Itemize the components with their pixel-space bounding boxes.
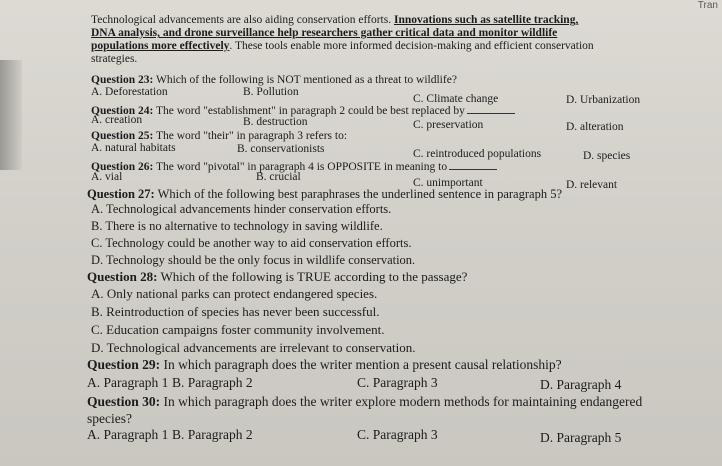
- option-b[interactable]: B. destruction: [243, 116, 308, 128]
- question-30-continued: [87, 412, 132, 426]
- question-30: [87, 395, 642, 409]
- option-b[interactable]: B. conservationists: [237, 143, 325, 155]
- option-c[interactable]: C. Technology could be another way to aid conservation efforts.: [91, 236, 412, 250]
- question-text: Which of the following is NOT mentioned as a threat to wildlife?: [155, 74, 457, 86]
- option-d[interactable]: D. species: [583, 150, 631, 162]
- option-a[interactable]: A. creation: [91, 114, 143, 126]
- question-25: [91, 131, 347, 143]
- option-b[interactable]: B. There is no alternative to technology in saving wildlife.: [91, 219, 383, 233]
- option-d[interactable]: D. alteration: [566, 121, 624, 133]
- passage-underlined: populations more effectively: [91, 40, 230, 52]
- passage-underlined: DNA analysis, and drone surveillance help researchers gather critical data and monitor wildlife: [91, 27, 558, 39]
- question-text: In which paragraph does the writer explore modern methods for maintaining endangered: [163, 394, 643, 409]
- answer-blank: [467, 104, 515, 114]
- question-text: species?: [87, 411, 132, 426]
- question-label: Question 28:: [87, 269, 158, 284]
- passage-line-4: [91, 54, 137, 66]
- question-29: [87, 358, 562, 372]
- option-a[interactable]: A. Deforestation: [91, 86, 168, 98]
- question-text: The word "pivotal" in paragraph 4 is OPPOSITE in meaning to: [155, 161, 448, 173]
- answer-blank: [449, 160, 497, 170]
- question-label: Question 25:: [91, 130, 154, 142]
- question-label: Question 24:: [91, 105, 154, 117]
- option-d[interactable]: D. relevant: [566, 179, 618, 191]
- question-27: [87, 188, 562, 201]
- option-b[interactable]: B. Pollution: [243, 86, 299, 98]
- question-text: In which paragraph does the writer mention a present causal relationship?: [163, 357, 562, 372]
- question-text: Which of the following is TRUE according to the passage?: [160, 269, 468, 284]
- option-a[interactable]: A. Only national parks can protect endangered species.: [91, 286, 378, 301]
- passage-underlined: Innovations such as satellite tracking,: [393, 14, 579, 26]
- corner-handwriting: Tran: [697, 0, 718, 11]
- option-c[interactable]: C. unimportant: [413, 177, 483, 189]
- question-28: [87, 270, 467, 283]
- passage-text: Technological advancements are also aiding conservation efforts.: [91, 14, 392, 26]
- option-b[interactable]: B. Reintroduction of species has never been successful.: [91, 304, 380, 319]
- question-label: Question 27:: [87, 187, 155, 201]
- option-c[interactable]: C. Paragraph 3: [357, 375, 438, 390]
- question-label: Question 23:: [91, 74, 154, 86]
- option-d[interactable]: D. Technological advancements are irrelevant to conservation.: [91, 340, 416, 355]
- question-label: Question 30:: [87, 394, 161, 409]
- question-text: The word "establishment" in paragraph 2 could be best replaced by: [155, 105, 465, 117]
- option-b[interactable]: B. Paragraph 2: [172, 427, 253, 442]
- question-text: The word "their" in paragraph 3 refers to:: [155, 130, 348, 142]
- option-c[interactable]: C. Paragraph 3: [357, 427, 438, 442]
- option-b[interactable]: B. crucial: [256, 171, 301, 183]
- question-23: [91, 75, 457, 87]
- option-d[interactable]: D. Paragraph 4: [540, 377, 622, 392]
- question-label: Question 26:: [91, 161, 154, 173]
- question-text: Which of the following best paraphrases the underlined sentence in paragraph 5?: [157, 187, 562, 201]
- passage-line-3: [91, 41, 594, 53]
- option-c[interactable]: C. Climate change: [413, 93, 499, 105]
- passage-text: . These tools enable more informed decision-making and efficient conservation: [229, 40, 594, 52]
- option-d[interactable]: D. Paragraph 5: [540, 430, 622, 445]
- passage-text: strategies.: [91, 53, 138, 65]
- option-a[interactable]: A. Paragraph 1: [87, 375, 169, 390]
- passage-line-1: [91, 15, 578, 27]
- option-d[interactable]: D. Technology should be the only focus in wildlife conservation.: [91, 253, 416, 267]
- option-c[interactable]: C. Education campaigns foster community involvement.: [91, 322, 385, 337]
- option-a[interactable]: A. natural habitats: [91, 142, 176, 154]
- passage-line-2: [91, 28, 557, 40]
- option-a[interactable]: A. vial: [91, 171, 123, 183]
- option-a[interactable]: A. Paragraph 1: [87, 427, 169, 442]
- option-d[interactable]: D. Urbanization: [566, 94, 641, 106]
- question-label: Question 29:: [87, 357, 161, 372]
- option-c[interactable]: C. preservation: [413, 119, 484, 131]
- option-a[interactable]: A. Technological advancements hinder conservation efforts.: [91, 202, 392, 216]
- option-b[interactable]: B. Paragraph 2: [172, 375, 253, 390]
- option-c[interactable]: C. reintroduced populations: [413, 148, 542, 160]
